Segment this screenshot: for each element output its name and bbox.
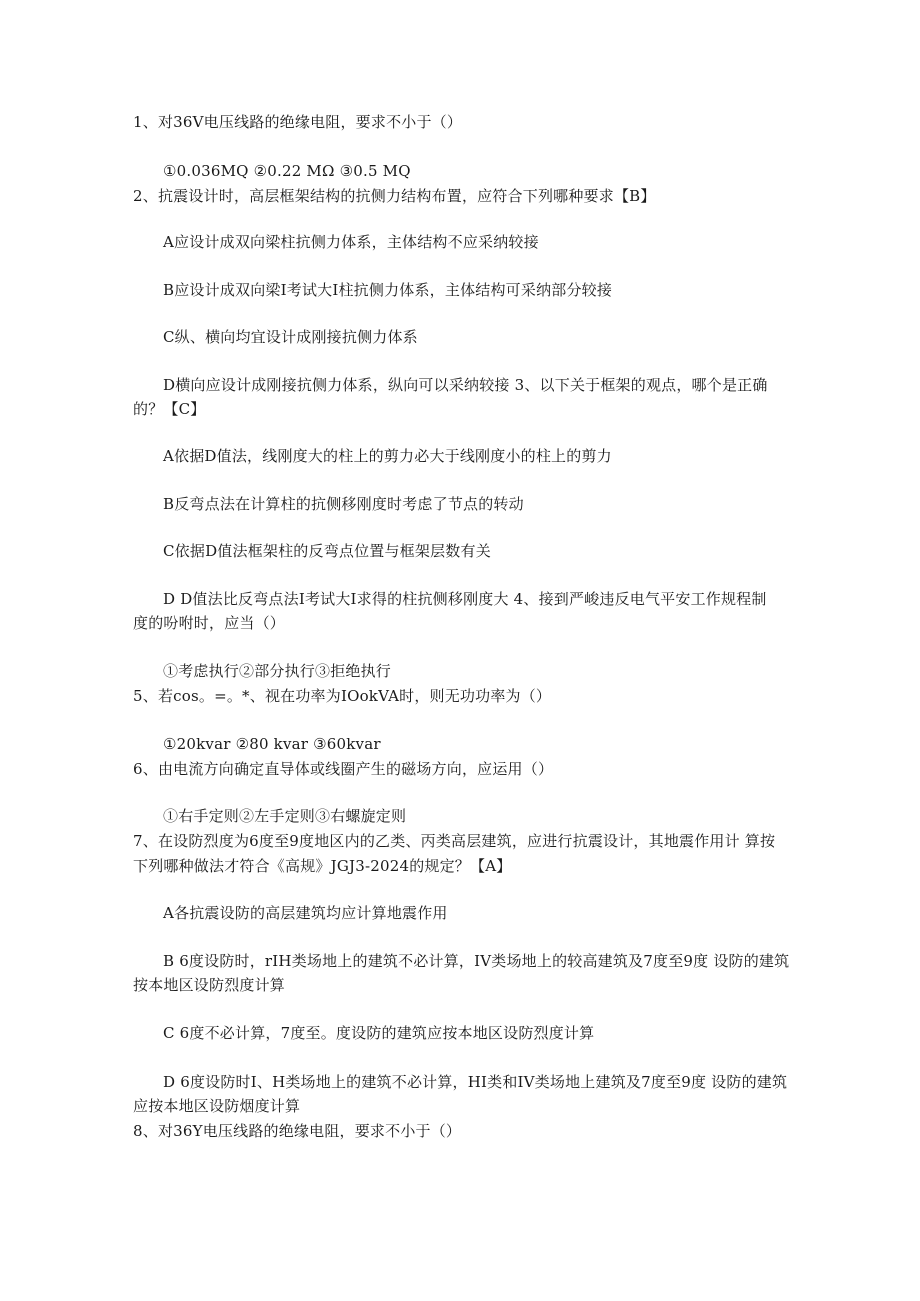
question-2-option-b: B应设计成双向梁I考试大I柱抗侧力体系，主体结构可采纳部分较接 (163, 281, 613, 299)
question-8: 8、对36Y电压线路的绝缘电阻，要求不小于（） (133, 1122, 462, 1140)
question-7-continued: 下列哪种做法才符合《高规》JGJ3-2024的规定？【A】 (133, 857, 512, 875)
question-1-options: ①0.036MQ ②0.22 MΩ ③0.5 MQ (163, 162, 411, 180)
question-6-options: ①右手定则②左手定则③右螺旋定则 (163, 807, 407, 825)
question-2-option-a: A应设计成双向梁柱抗侧力体系，主体结构不应采纳较接 (163, 233, 539, 251)
question-3-option-d: D D值法比反弯点法I考试大I求得的柱抗侧移刚度大 4、接到严峻违反电气平安工作规程制 (163, 590, 767, 608)
question-3-continued: 的？【C】 (133, 400, 206, 418)
question-7-option-d-continued: 应按本地区设防烟度计算 (133, 1097, 301, 1115)
question-4-continued: 度的吩咐时，应当（） (133, 614, 286, 632)
question-2: 2、抗震设计时，高层框架结构的抗侧力结构布置，应符合下列哪种要求【B】 (133, 187, 656, 205)
question-7-option-d: D 6度设防时I、H类场地上的建筑不必计算，HI类和IV类场地上建筑及7度至9度 设防的建筑 (163, 1073, 788, 1091)
question-6: 6、由电流方向确定直导体或线圈产生的磁场方向，应运用（） (133, 760, 554, 778)
question-4-options: ①考虑执行②部分执行③拒绝执行 (163, 662, 392, 680)
question-2-option-d: D横向应设计成刚接抗侧力体系，纵向可以采纳较接 3、以下关于框架的观点，哪个是正确 (163, 376, 768, 394)
question-3-option-c: C依据D值法框架柱的反弯点位置与框架层数有关 (163, 542, 491, 560)
question-5-options: ①20kvar ②80 kvar ③60kvar (163, 735, 381, 753)
question-7-option-b-continued: 按本地区设防烈度计算 (133, 976, 286, 994)
question-7: 7、在设防烈度为6度至9度地区内的乙类、丙类高层建筑，应进行抗震设计，其地震作用计 算按 (133, 832, 776, 850)
question-3-option-a: A依据D值法，线刚度大的柱上的剪力必大于线刚度小的柱上的剪力 (163, 447, 612, 465)
question-7-option-c: C 6度不必计算，7度至。度设防的建筑应按本地区设防烈度计算 (163, 1024, 595, 1042)
question-1: 1、对36V电压线路的绝缘电阻，要求不小于（） (133, 113, 463, 131)
question-3-option-b: B反弯点法在计算柱的抗侧移刚度时考虑了节点的转动 (163, 495, 524, 513)
question-7-option-b: B 6度设防时，rIH类场地上的建筑不必计算，IV类场地上的较高建筑及7度至9度 设防的建筑 (163, 952, 790, 970)
question-5: 5、若cos。=。*、视在功率为IOokVA时，则无功功率为（） (133, 687, 552, 705)
question-7-option-a: A各抗震设防的高层建筑均应计算地震作用 (163, 904, 448, 922)
question-2-option-c: C纵、横向均宜设计成刚接抗侧力体系 (163, 328, 418, 346)
